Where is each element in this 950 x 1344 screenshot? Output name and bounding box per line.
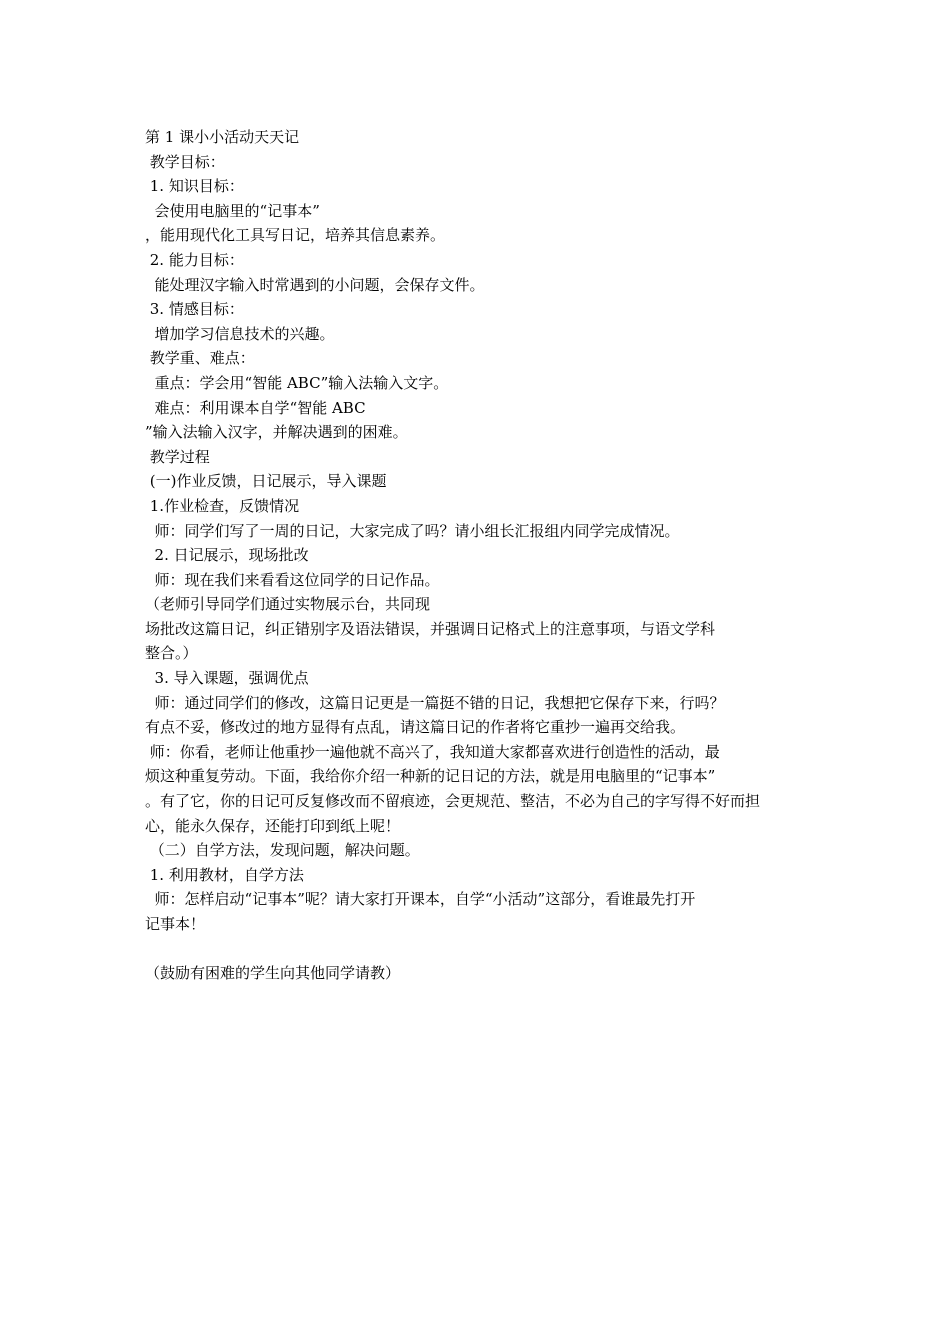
text-line: 记事本！ [145,915,206,933]
text-line: 难点：利用课本自学“智能 ABC [145,398,366,417]
text-line: 1.作业检查，反馈情况 [145,496,300,515]
text-line: （鼓励有困难的学生向其他同学请教） [145,964,401,983]
text-line: ，能用现代化工具写日记，培养其信息素养。 [145,226,446,245]
text-line: （二）自学方法，发现问题，解决问题。 [145,841,420,860]
document-body [145,125,825,986]
text-line: 。有了它，你的日记可反复修改而不留痕迹，会更规范、整洁，不必为自己的字写得不好而担 [145,792,761,811]
text-line: 能处理汉字输入时常遇到的小问题，会保存文件。 [145,275,485,294]
text-line: 会使用电脑里的“记事本” [145,201,320,220]
text-line: 2. 日记展示，现场批改 [145,546,309,565]
text-line: 场批改这篇日记，纠正错别字及语法错误，并强调日记格式上的注意事项，与语文学科 [145,619,716,638]
text-line: 整合。） [145,644,198,663]
text-line: 师：你看，老师让他重抄一遍他就不高兴了，我知道大家都喜欢进行创造性的活动，最 [145,742,720,761]
text-line: 教学目标： [145,152,225,171]
text-line: 教学过程 [145,447,210,466]
text-line: 师：怎样启动“记事本”呢？请大家打开课本，自学“小活动”这部分，看谁最先打开 [145,890,696,909]
text-line: ”输入法输入汉字，并解决遇到的困难。 [145,423,408,442]
text-line: 1. 利用教材，自学方法 [145,865,304,884]
text-line: 烦这种重复劳动。下面，我给你介绍一种新的记日记的方法，就是用电脑里的“记事本” [145,767,716,786]
document-title: 第 1 课小小活动天天记 [145,128,300,146]
text-line: 重点：学会用“智能 ABC”输入法输入文字。 [145,373,449,392]
text-line: 有点不妥，修改过的地方显得有点乱，请这篇日记的作者将它重抄一遍再交给我。 [145,718,686,737]
text-line: 增加学习信息技术的兴趣。 [145,324,335,343]
text-line: 师：通过同学们的修改，这篇日记更是一篇挺不错的日记，我想把它保存下来，行吗？ [145,693,725,712]
blank-line [145,937,825,962]
text-line: 3. 情感目标： [145,300,244,319]
text-line: （老师引导同学们通过实物展示台，共同现 [145,595,431,614]
text-line: 师：同学们写了一周的日记，大家完成了吗？请小组长汇报组内同学完成情况。 [145,521,680,540]
text-line: 师：现在我们来看看这位同学的日记作品。 [145,570,440,589]
text-line: 2. 能力目标： [145,250,244,269]
text-line: 1. 知识目标： [145,177,244,196]
text-line: (一)作业反馈，日记展示，导入课题 [145,472,387,491]
text-line: 心，能永久保存，还能打印到纸上呢！ [145,816,401,835]
text-line: 教学重、难点： [145,349,255,368]
text-line: 3. 导入课题，强调优点 [145,669,309,688]
